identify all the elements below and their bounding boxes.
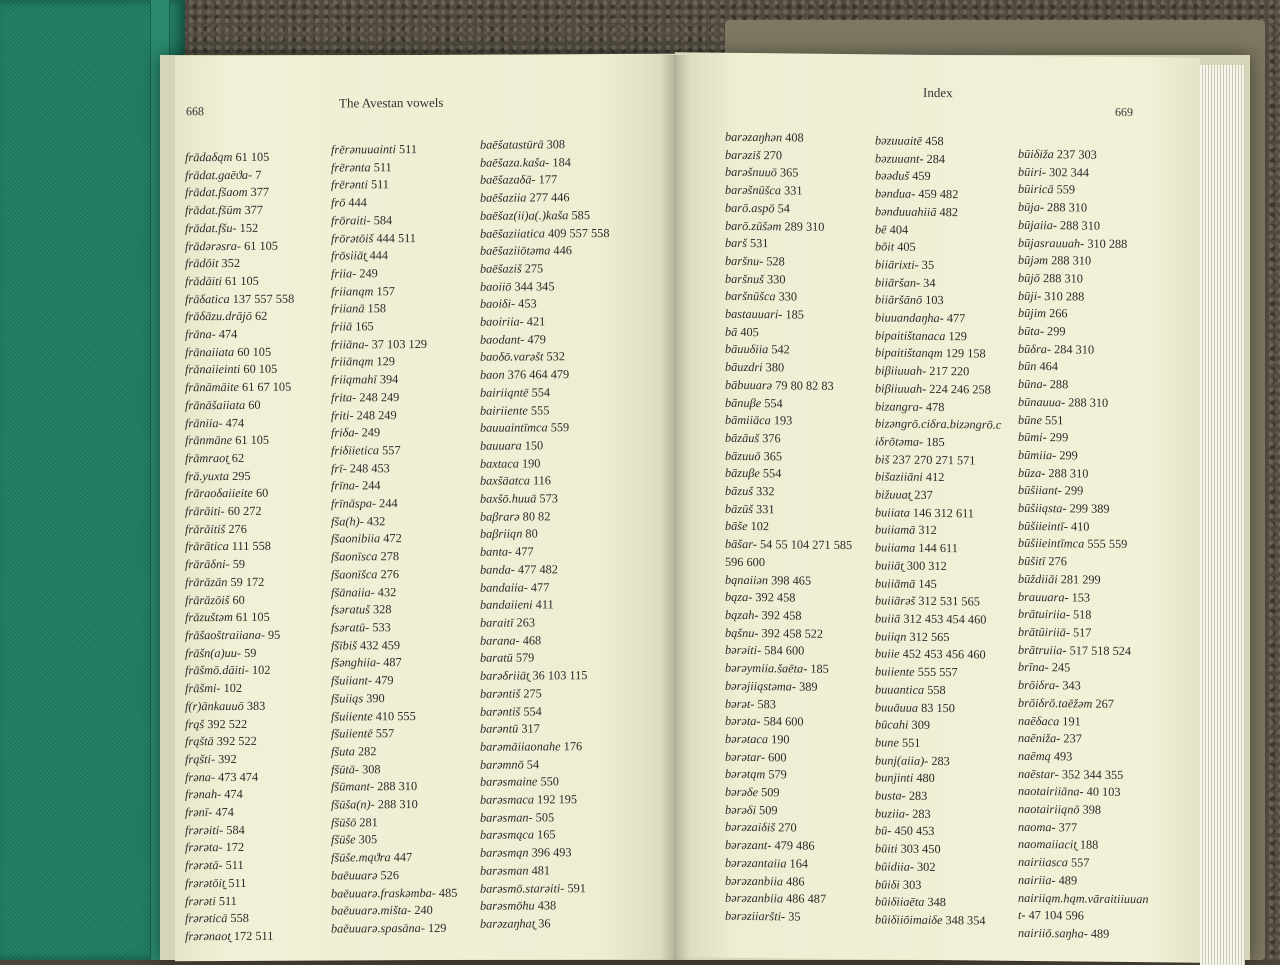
index-entry: baršnūšca 330 [725,289,798,304]
index-entry: baēšaziia 277 446 [480,190,570,205]
index-entry: naomaiiacit̰ 188 [1018,837,1099,853]
index-entry: frānmāne 61 105 [185,433,270,448]
index-entry: nairiiō.saŋha- 489 [1018,925,1110,941]
index-entry: frānaiiata 60 105 [185,344,272,359]
index-entry: frānaiieinti 60 105 [185,362,278,377]
page-edge-stack [1200,65,1245,965]
index-entry: fšūše 305 [331,832,378,847]
index-entry: naoma- 377 [1018,819,1078,835]
index-entry: frīnāspa- 244 [331,496,398,511]
index-entry: būiti 303 450 [875,841,941,857]
index-entry: barō.aspō 54 [725,200,790,216]
index-entry: baēuuarə.fraskəmba- 485 [331,885,458,901]
index-entry: baon 376 464 479 [480,367,570,382]
index-entry: naēstar- 352 344 355 [1018,766,1124,782]
index-entry: brōiδra- 343 [1018,677,1081,693]
index-entry: barəntū 317 [480,721,540,736]
index-entry: barəzaŋhən 408 [725,129,804,145]
index-entry: buziia- 283 [875,806,931,821]
index-entry: bandaiia- 477 [480,579,550,595]
index-entry: barəsmąca 165 [480,827,556,843]
index-entry: bune 551 [875,735,921,750]
index-entry: bē 404 [875,221,909,237]
index-entry: bāzūš 331 [725,501,775,517]
index-entry: būjasrauuah- 310 288 [1018,235,1128,251]
index-entry: fšuiiant- 479 [331,673,394,688]
index-entry: frāmraot̰ 62 [185,450,245,466]
index-entry: fšənghiia- 487 [331,655,402,670]
index-entry: naēmą 493 [1018,748,1073,764]
index-entry: baβrarə 80 82 [480,509,551,524]
index-entry: bāuuδiia 542 [725,342,790,357]
index-entry: baoiiō 344 345 [480,278,555,294]
index-entry: barəšnūšca 331 [725,182,803,198]
index-entry: frādərəsra- 61 105 [185,238,278,253]
index-entry: brōiδrō.taēžəm 267 [1018,695,1114,711]
index-entry: baēšaz(ii)a(.)kaša 585 [480,207,590,223]
index-entry: bəzuuant- 284 [875,151,946,166]
index-entry: frādaδąm 61 105 [185,149,270,165]
index-entry: bauuaintīmca 559 [480,420,570,435]
index-entry: frita- 248 249 [331,389,400,405]
index-entry: frərəti 511 [185,893,237,908]
index-entry: barəsmaine 550 [480,774,559,790]
index-entry: friianąm 157 [331,283,395,299]
index-entry: fšānaiia- 432 [331,584,397,600]
index-entry: būne 551 [1018,412,1064,427]
index-column [1018,146,1149,944]
index-entry: baēšaziiōtəma 446 [480,243,572,258]
index-entry: bərəiti- 584 600 [725,643,805,658]
index-entry: bāzāuš 376 [725,430,781,446]
index-entry: friia- 249 [331,266,378,281]
index-entry: brātūiriiā- 517 [1018,624,1092,640]
index-entry: fšuta 282 [331,744,377,759]
right-page [675,52,1200,962]
index-entry: frāraoδaiieite 60 [185,486,269,501]
index-entry: brātuiriia- 518 [1018,607,1092,622]
index-entry: barəsmaca 192 195 [480,792,578,807]
index-entry: frāzuštəm 61 105 [185,610,270,625]
index-entry: baratū 579 [480,650,535,666]
index-entry: bərəjiiąstəma- 389 [725,678,818,694]
index-entry: frādat.fšaom 377 [185,185,270,200]
index-entry: barš 531 [725,235,769,251]
index-entry: bižuuat̰ 237 [875,487,933,503]
index-entry: f(r)ānkauuō 383 [185,698,266,714]
index-entry: baraitī 263 [480,615,536,630]
index-entry: bərət- 583 [725,696,776,711]
index-entry: būiδi 303 [875,876,922,892]
index-entry: frādat.gaēϑa- 7 [185,167,262,182]
index-entry: friiāna- 37 103 129 [331,336,427,352]
index-entry: frā.yuxta 295 [185,468,251,483]
index-column [331,141,457,938]
index-entry: baršnu- 528 [725,253,785,269]
index-entry: naotairiiāna- 40 103 [1018,784,1121,800]
index-entry: bənduuahiiā 482 [875,204,959,220]
index-entry: frąš 392 522 [185,716,248,731]
index-entry: bandaiieni 411 [480,597,554,612]
index-entry: friti- 248 249 [331,407,397,423]
index-entry: buiiąn 312 565 [875,629,950,644]
index-entry: bāzuš 332 [725,483,775,499]
index-entry: frānāšaiiata 60 [185,397,261,413]
index-entry: bābuuarə 79 80 82 83 [725,377,834,393]
index-entry: būiδiža 237 303 [1018,146,1097,162]
index-entry: banda- 477 482 [480,562,558,577]
index-entry: fšūše.mąϑra 447 [331,850,413,865]
index-entry: frərətā- 511 [185,858,244,873]
index-entry: būšitī 276 [1018,554,1067,569]
index-entry: fšūšō 281 [331,814,378,830]
index-entry: būmiia- 299 [1018,447,1078,463]
index-entry: frārāiti- 60 272 [185,503,262,519]
index-entry: frərətōit̰ 511 [185,875,247,891]
index-entry: būšiiąsta- 299 389 [1018,500,1110,516]
index-entry: friδa- 249 [331,425,381,440]
index-entry: būšiieintīmca 555 559 [1018,536,1128,552]
index-entry: baēšaziš 275 [480,261,544,276]
index-entry: frənah- 474 [185,787,243,802]
index-entry: būna- 288 [1018,376,1069,392]
page-number-right: 669 [1115,104,1133,120]
index-entry: bərəzanbiia 486 [725,873,805,889]
index-entry: fšūmant- 288 310 [331,779,418,794]
index-entry: bərəziiaršti- 35 [725,908,801,924]
index-entry: frōrətōiš 444 511 [331,230,416,246]
index-entry: baoiriia- 421 [480,314,546,329]
index-entry: barana- 468 [480,633,542,648]
index-entry: bąšnu- 392 458 522 [725,625,824,641]
index-entry: bərətąm 579 [725,767,787,782]
index-entry: bązah- 392 458 [725,607,802,623]
index-entry: frāna- 474 [185,327,238,342]
index-entry: frərəticā 558 [185,911,249,926]
index-entry: bəəduš 459 [875,168,931,184]
index-entry: biuuandaŋha- 477 [875,310,966,326]
index-entry: frənī- 474 [185,805,234,820]
index-entry: biβiiuuah- 217 220 [875,363,970,379]
index-entry: frąšti- 392 [185,751,237,767]
index-entry: frērənuuainti 511 [331,142,417,157]
index-entry: buuāuua 83 150 [875,699,955,715]
index-entry: frādōit 352 [185,256,241,271]
index-entry: frāšn(a)uu- 59 [185,645,257,660]
index-entry: būjəm 288 310 [1018,253,1092,268]
index-entry: frārāitiš 276 [185,521,247,537]
index-entry: barəδriiāt̰ 36 103 115 [480,668,588,683]
index-entry: bərətaca 190 [725,731,790,747]
index-column [185,149,294,946]
index-entry: būšiieintī- 410 [1018,518,1090,534]
index-entry: barəšnuuō 365 [725,165,799,180]
index-entry: barəmāiiaonahe 176 [480,739,583,754]
index-entry: barəsman 481 [480,863,551,878]
index-entry: bərəzanbiia 486 487 [725,891,827,907]
index-entry: buiiente 555 557 [875,664,958,680]
index-entry: frārāzōiš 60 [185,592,245,607]
index-entry: banta- 477 [480,544,534,559]
index-entry: naēδaca 191 [1018,713,1081,729]
index-entry: bā 405 [725,324,759,339]
index-entry: brātruiia- 517 518 524 [1018,642,1132,658]
index-entry: būji- 310 288 [1018,288,1085,304]
index-entry: bərətar- 600 [725,749,787,765]
index-entry: frāniia- 474 [185,415,245,430]
index-entry: biiārixti- 35 [875,257,935,272]
index-entry: fšūtā- 308 [331,761,381,777]
index-entry: t- 47 104 596 [1018,908,1084,923]
index-entry: bāšar- 54 55 104 271 585 [725,536,853,553]
index-entry: barəntiš 275 [480,686,542,701]
index-entry: baxtaca 190 [480,456,541,471]
open-book [160,55,1250,960]
index-entry: bipaitištanąm 129 158 [875,345,986,361]
page-number-left: 668 [186,104,204,119]
index-entry: būza- 288 310 [1018,465,1089,481]
index-entry: bəzuuaitē 458 [875,133,944,149]
index-entry: fšuiiąs 390 [331,691,385,706]
index-entry: 596 600 [725,554,765,570]
index-entry: friiānąm 129 [331,354,395,369]
index-entry: bunj(aiia)- 283 [875,752,950,768]
index-entry: frāšmi- 102 [185,681,243,696]
index-entry: bauuara 150 [480,438,544,453]
left-page [175,54,675,962]
index-entry: baršnuš 330 [725,271,786,287]
index-entry: fšaonīsca 278 [331,549,399,564]
index-entry: būiδiiaēta 348 [875,894,946,910]
index-entry: friiā 165 [331,319,374,334]
index-entry: buiiārəš 312 531 565 [875,593,980,609]
index-entry: fšaonīšca 276 [331,567,399,582]
index-entry: fšuiiente 410 555 [331,708,416,723]
index-entry: bāše 102 [725,519,770,534]
index-entry: bizəngrō.ciδra.bizəngrō.c [875,416,1002,432]
index-entry: nairiia- 489 [1018,872,1078,888]
index-entry: frāδatica 137 557 558 [185,291,295,306]
index-entry: bū- 450 453 [875,823,935,839]
index-entry: friiąmahī 394 [331,372,399,387]
index-entry: bāuzdri 380 [725,359,785,375]
index-entry: bəndua- 459 482 [875,186,959,202]
index-entry: baēuuarə.spasāna- 129 [331,920,447,936]
index-entry: būjim 266 [1018,306,1068,321]
index-column [875,132,1001,930]
index-entry: barəsmō.starəiti- 591 [480,880,586,896]
index-entry: frəna- 473 474 [185,769,259,784]
index-entry: būiricā 559 [1018,182,1076,197]
index-entry: barəmnō 54 [480,757,540,772]
index-entry: barəntiš 554 [480,703,542,719]
index-entry: frōraiti- 584 [331,212,393,228]
index-entry: naotairiiąnō 398 [1018,801,1102,817]
index-entry: fšūša(n)- 288 310 [331,797,418,812]
index-entry: buiiāt̰ 300 312 [875,558,947,573]
index-entry: frērənta 511 [331,159,392,175]
index-entry: fšuiientē 557 [331,726,395,741]
index-entry: barəsmōhu 438 [480,898,557,913]
index-entry: būšiiant- 299 [1018,483,1084,498]
index-entry: bərəzant- 479 486 [725,837,815,853]
index-entry: būiδiiōimaiδe 348 354 [875,912,986,928]
index-entry: bairiiąntē 554 [480,385,551,400]
index-entry: bāzuuō 365 [725,448,783,464]
index-entry: baodant- 479 [480,332,546,347]
index-entry: bərəδi 509 [725,802,778,818]
index-column [725,129,852,927]
index-entry: frąštā 392 522 [185,734,257,749]
index-entry: būja- 288 310 [1018,199,1088,215]
index-entry: barəziš 270 [725,147,783,163]
index-entry: bąnaiiən 398 465 [725,572,812,588]
index-entry: baoδō.varəšt 532 [480,349,565,365]
index-entry: būždiiāi 281 299 [1018,571,1101,587]
index-entry: baēuuarə 526 [331,867,399,883]
index-entry: bərəzantaiia 164 [725,855,809,871]
index-entry: buiiāmā 145 [875,575,937,591]
index-entry: frī- 248 453 [331,460,390,476]
index-entry: bərəta- 584 600 [725,713,804,729]
index-entry: naēniža- 237 [1018,731,1082,746]
index-entry: biβiiuuah- 224 246 258 [875,381,991,397]
index-entry: būiri- 302 344 [1018,164,1090,180]
index-column [480,136,609,933]
index-entry: fsəratū- 533 [331,620,391,635]
index-entry: bāmiiāca 193 [725,413,793,428]
index-entry: bąza- 392 458 [725,590,796,605]
index-entry: būn 464 [1018,359,1058,374]
index-entry: būnauua- 288 310 [1018,394,1109,410]
index-entry: būjaiia- 288 310 [1018,217,1100,233]
index-entry: barō.zūšəm 289 310 [725,218,825,234]
index-entry: būδra- 284 310 [1018,341,1095,357]
book-gutter [660,55,690,960]
index-entry: frāδāzu.drājō 62 [185,309,268,324]
index-entry: bizangra- 478 [875,398,945,414]
index-entry: buiiamā 312 [875,522,937,538]
index-entry: bərəδe 509 [725,784,780,800]
index-entry: fšaonibiia 472 [331,531,402,546]
index-entry: frādat.fšu- 152 [185,220,259,236]
index-entry: bərəzaiδiš 270 [725,820,797,835]
index-entry: barəzaŋhat̰ 36 [480,916,551,931]
index-entry: baxšō.huuā 573 [480,491,558,506]
index-entry: barəsmąn 396 493 [480,845,572,860]
index-entry: bānuβe 554 [725,395,783,410]
index-entry: būmi- 299 [1018,430,1069,445]
index-entry: būta- 299 [1018,323,1066,339]
index-entry: fsəratuš 328 [331,602,392,617]
index-entry: baoiδi- 453 [480,296,537,312]
index-entry: frādāiti 61 105 [185,273,259,289]
running-head-left: The Avestan vowels [339,94,444,111]
index-entry: baxšāatca 116 [480,473,551,489]
index-entry: friianā 158 [331,301,387,316]
index-entry: biiāršānō 103 [875,292,944,308]
index-entry: bərəymiia.šaēta- 185 [725,660,829,676]
index-entry: baēuuarə.mišta- 240 [331,903,433,918]
index-entry: brīna- 245 [1018,660,1071,675]
index-entry: fšībiš 432 459 [331,637,401,653]
index-entry: baēšaza.kaša- 184 [480,154,571,170]
index-entry: buiiata 146 312 611 [875,505,974,521]
index-entry: bāzuβe 554 [725,466,782,481]
index-entry: frīna- 244 [331,478,381,493]
index-entry: frō 444 [331,195,367,210]
index-entry: bastauuari- 185 [725,306,804,322]
index-entry: buiiā 312 453 454 460 [875,611,987,627]
index-entry: bunjinti 480 [875,770,935,786]
index-entry: frāšaoštraiiana- 95 [185,627,281,643]
index-entry: frērənti 511 [331,177,389,192]
index-entry: baēšatastūrā 308 [480,137,566,152]
index-entry: nairiiasca 557 [1018,854,1090,870]
index-entry: frərəta- 172 [185,840,245,855]
index-entry: frānāmāite 61 67 105 [185,379,292,395]
index-entry: frārātica 111 558 [185,539,271,554]
index-entry: būidiia- 302 [875,859,936,874]
index-entry: fša(h)- 432 [331,513,386,529]
index-entry: frərəiti- 584 [185,822,245,837]
index-entry: baēšaziiatica 409 557 558 [480,225,610,241]
index-entry: frārāδni- 59 [185,557,246,572]
index-entry: bišaziiāni 412 [875,469,945,485]
index-entry: busta- 283 [875,788,928,803]
index-entry: būjō 288 310 [1018,270,1083,286]
index-entry: buuantica 558 [875,682,946,697]
index-entry: bairiiente 555 [480,402,550,418]
running-head-right: Index [923,84,953,101]
index-entry: frādat.fšūm 377 [185,202,263,218]
index-entry: friδiietica 557 [331,443,401,458]
index-entry: bōit 405 [875,239,916,254]
index-entry: buiie 452 453 456 460 [875,646,986,662]
index-entry: frōsiiāt̰ 444 [331,248,389,263]
index-entry: biiāršan- 34 [875,274,936,290]
index-entry: frāšmō.dāiti- 102 [185,663,271,678]
index-entry: baβriiąn 80 [480,526,538,542]
index-entry: buiiama 144 611 [875,540,958,556]
index-entry: nairiiąm.hąm.vāraitiiuuan [1018,890,1149,906]
index-entry: barəsman- 505 [480,810,555,825]
index-entry: baēšazaδā- 177 [480,172,558,188]
index-entry: iδrōtəma- 185 [875,434,945,450]
index-entry: būcahi 309 [875,717,930,733]
index-entry: frərənaot̰ 172 511 [185,928,274,944]
index-entry: frārāzān 59 172 [185,574,265,590]
index-entry: biš 237 270 271 571 [875,452,976,468]
index-entry: brauuara- 153 [1018,589,1091,605]
index-entry: bipaitištanaca 129 [875,328,967,344]
